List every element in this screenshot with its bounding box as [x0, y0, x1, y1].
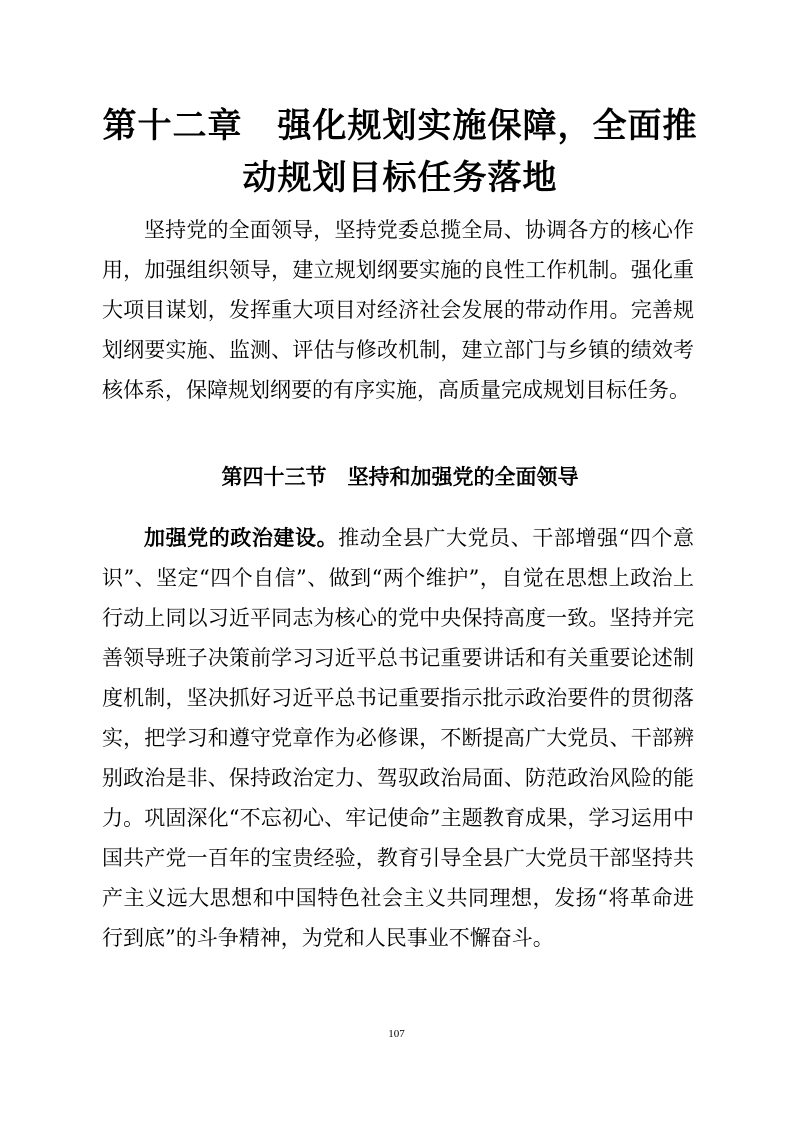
page-number: 107 [388, 1028, 405, 1040]
section-paragraph [102, 518, 694, 958]
intro-paragraph: 坚持党的全面领导，坚持党委总揽全局、协调各方的核心作用，加强组织领导，建立规划纲要实施的良性工作机制。强化重大项目谋划，发挥重大项目对经济社会发展的带动作用。完善规划纲要实施、监测、评估与修改机制，建立部门与乡镇的绩效考核体系，保障规划纲要的有序实施，高质量完成规划目标任务。 [102, 218, 694, 402]
section-title: 第四十三节 坚持和加强党的全面领导 [221, 465, 579, 489]
chapter-title: 第十二章 强化规划实施保障，全面推动规划目标任务落地 [102, 106, 698, 198]
paragraph-text: 推动全县广大党员、干部增强“四个意识”、坚定“四个自信”、做到“两个维护”，自觉在思想上政治上行动上同以习近平同志为核心的党中央保持高度一致。坚持并完善领导班子决策前学习习近平总书记重要讲话和有关重要论述制度机制，坚决抓好习近平总书记重要指示批示政治要件的贯彻落实，把学习和遵守党章作为必修课，不断提高广大党员、干部辨别政治是非、保持政治定力、驾驭政治局面、防范政治风险的能力。巩固深化“不忘初心、牢记使命”主题教育成果，学习运用中国共产党一百年的宝贵经验，教育引导全县广大党员干部坚持共产主义远大思想和中国特色社会主义共同理想，发扬“将革命进行到底”的斗争精神，为党和人民事业不懈奋斗。 [102, 526, 695, 950]
paragraph-lead: 加强党的政治建设。 [144, 525, 339, 550]
